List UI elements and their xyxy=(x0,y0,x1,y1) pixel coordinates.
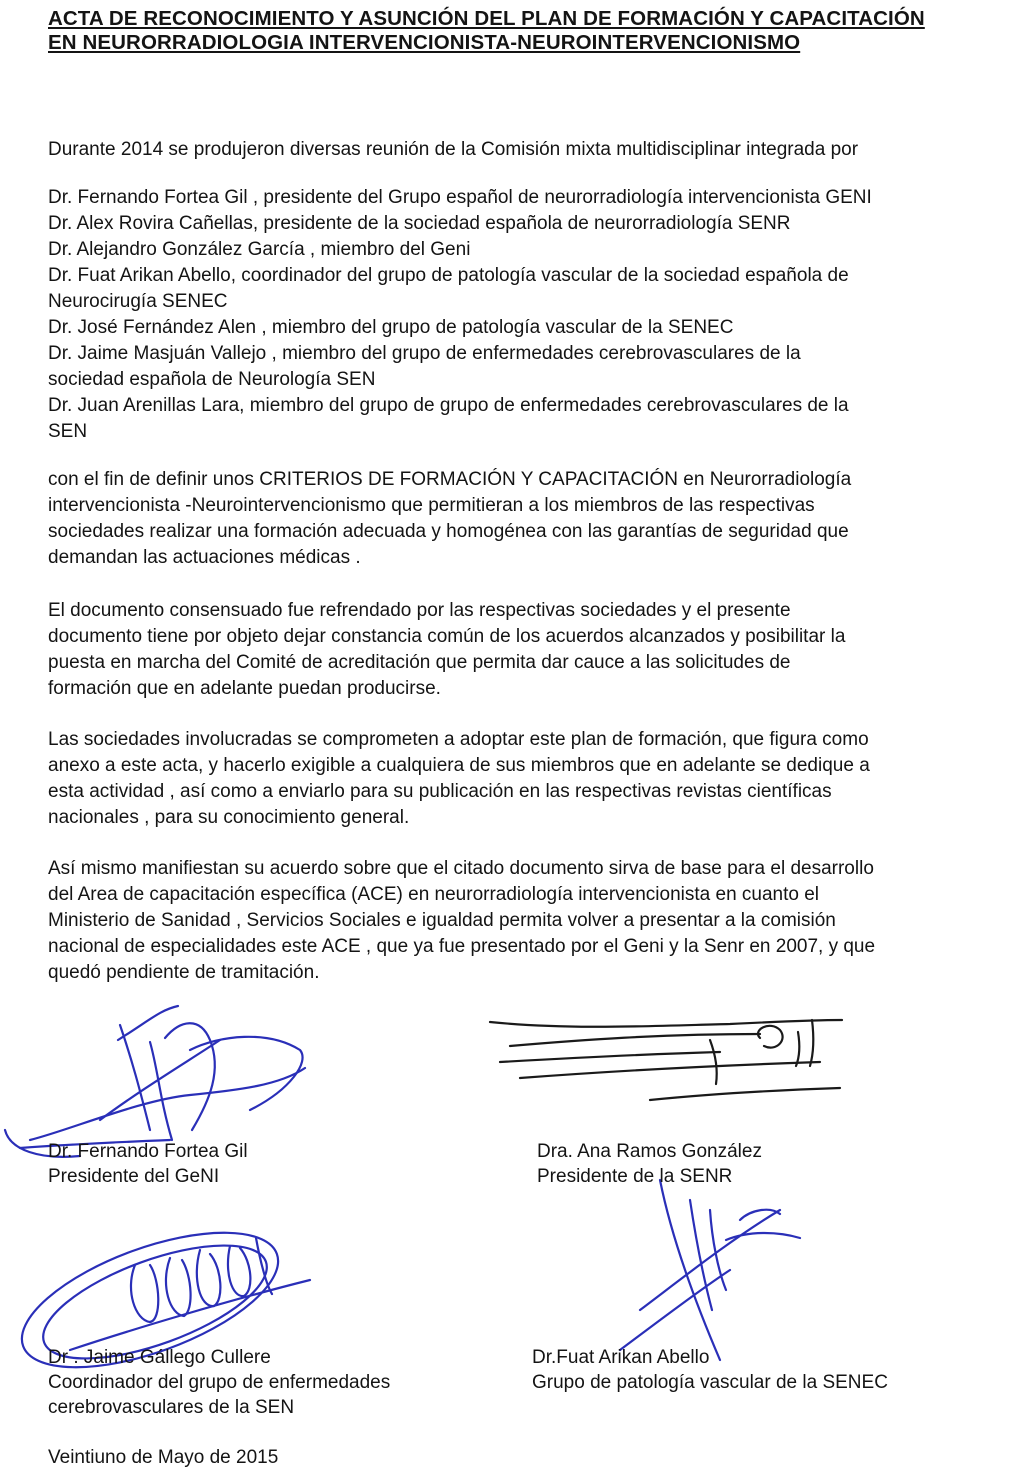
paragraph-line: Las sociedades involucradas se comprometen a adoptar este plan de formación, que figura como xyxy=(48,729,869,750)
member-line: Dr. Fernando Fortea Gil , presidente del Grupo español de neurorradiología intervencionista GENI xyxy=(48,187,872,208)
member-line: Dr. Fuat Arikan Abello, coordinador del grupo de patología vascular de la sociedad española de xyxy=(48,265,849,286)
signatory-role: Coordinador del grupo de enfermedades xyxy=(48,1372,391,1393)
intro-line: Durante 2014 se produjeron diversas reunión de la Comisión mixta multidisciplinar integrada por xyxy=(48,139,859,160)
paragraph-line: sociedades realizar una formación adecuada y homogénea con las garantías de seguridad que xyxy=(48,521,849,542)
signature-ramos xyxy=(480,1000,860,1120)
members-list xyxy=(48,185,1023,445)
paragraph-line: anexo a este acta, y hacerlo exigible a cualquiera de sus miembros que en adelante se dedique a xyxy=(48,755,870,776)
paragraph-line: del Area de capacitación específica (ACE) en neurorradiología intervencionista en cuanto el xyxy=(48,884,820,905)
signatory-role: Grupo de patología vascular de la SENEC xyxy=(532,1372,888,1393)
paragraph-line: puesta en marcha del Comité de acreditación que permita dar cauce a las solicitudes de xyxy=(48,652,791,673)
paragraph-line: nacionales , para su conocimiento general. xyxy=(48,807,410,828)
paragraph-line: El documento consensuado fue refrendado por las respectivas sociedades y el presente xyxy=(48,600,791,621)
paragraph-line: formación que en adelante puedan producirse. xyxy=(48,678,441,699)
paragraph-line: documento tiene por objeto dejar constancia común de los acuerdos alcanzados y posibilitar la xyxy=(48,626,846,647)
member-line: Dr. Jaime Masjuán Vallejo , miembro del grupo de enfermedades cerebrovasculares de la xyxy=(48,343,801,364)
signatory-role: cerebrovasculares de la SEN xyxy=(48,1397,295,1418)
signatory-arikan xyxy=(532,1345,888,1395)
member-line: Neurocirugía SENEC xyxy=(48,291,228,312)
title-line: EN NEURORRADIOLOGIA INTERVENCIONISTA-NEUROINTERVENCIONISMO xyxy=(48,31,801,54)
member-line: Dr. Juan Arenillas Lara, miembro del grupo de grupo de enfermedades cerebrovasculares de la xyxy=(48,395,849,416)
paragraph-purpose xyxy=(48,467,1023,571)
paragraph-line: con el fin de definir unos CRITERIOS DE FORMACIÓN Y CAPACITACIÓN en Neurorradiología xyxy=(48,469,852,490)
signatory-name: Dr . Jaime Gállego Cullere xyxy=(48,1347,271,1368)
member-line: Dr. Alejandro González García , miembro del Geni xyxy=(48,239,471,260)
paragraph-line: esta actividad , así como a enviarlo para su publicación en las respectivas revistas científicas xyxy=(48,781,832,802)
paragraph-consensus xyxy=(48,598,1023,702)
signatory-name: Dr.Fuat Arikan Abello xyxy=(532,1347,710,1368)
signatory-name: Dr. Fernando Fortea Gil xyxy=(48,1141,248,1162)
signatory-role: Presidente de la SENR xyxy=(537,1166,733,1187)
member-line: Dr. José Fernández Alen , miembro del grupo de patología vascular de la SENEC xyxy=(48,317,734,338)
member-line: sociedad española de Neurología SEN xyxy=(48,369,376,390)
member-line: SEN xyxy=(48,421,88,442)
paragraph-line: nacional de especialidades este ACE , que ya fue presentado por el Geni y la Senr en 2007, y que xyxy=(48,936,876,957)
document-date: Veintiuno de Mayo de 2015 xyxy=(48,1447,279,1468)
signatory-ramos xyxy=(537,1139,762,1189)
title-line: ACTA DE RECONOCIMIENTO Y ASUNCIÓN DEL PLAN DE FORMACIÓN Y CAPACITACIÓN xyxy=(48,7,925,30)
paragraph-line: demandan las actuaciones médicas . xyxy=(48,547,361,568)
member-line: Dr. Alex Rovira Cañellas, presidente de la sociedad española de neurorradiología SENR xyxy=(48,213,791,234)
signatory-role: Presidente del GeNI xyxy=(48,1166,220,1187)
document-title xyxy=(48,7,1018,55)
paragraph-commitment xyxy=(48,727,1023,831)
paragraph-line: intervencionista -Neurointervencionismo que permitieran a los miembros de las respectivas xyxy=(48,495,815,516)
paragraph-line: quedó pendiente de tramitación. xyxy=(48,962,320,983)
signatory-gallego xyxy=(48,1345,390,1420)
intro-paragraph xyxy=(48,137,1023,163)
paragraph-agreement xyxy=(48,856,1023,986)
paragraph-line: Ministerio de Sanidad , Servicios Sociales e igualdad permita volver a presentar a la comisión xyxy=(48,910,836,931)
signatory-name: Dra. Ana Ramos González xyxy=(537,1141,762,1162)
signatory-fortea xyxy=(48,1139,248,1189)
paragraph-line: Así mismo manifiestan su acuerdo sobre que el citado documento sirva de base para el desarrollo xyxy=(48,858,874,879)
